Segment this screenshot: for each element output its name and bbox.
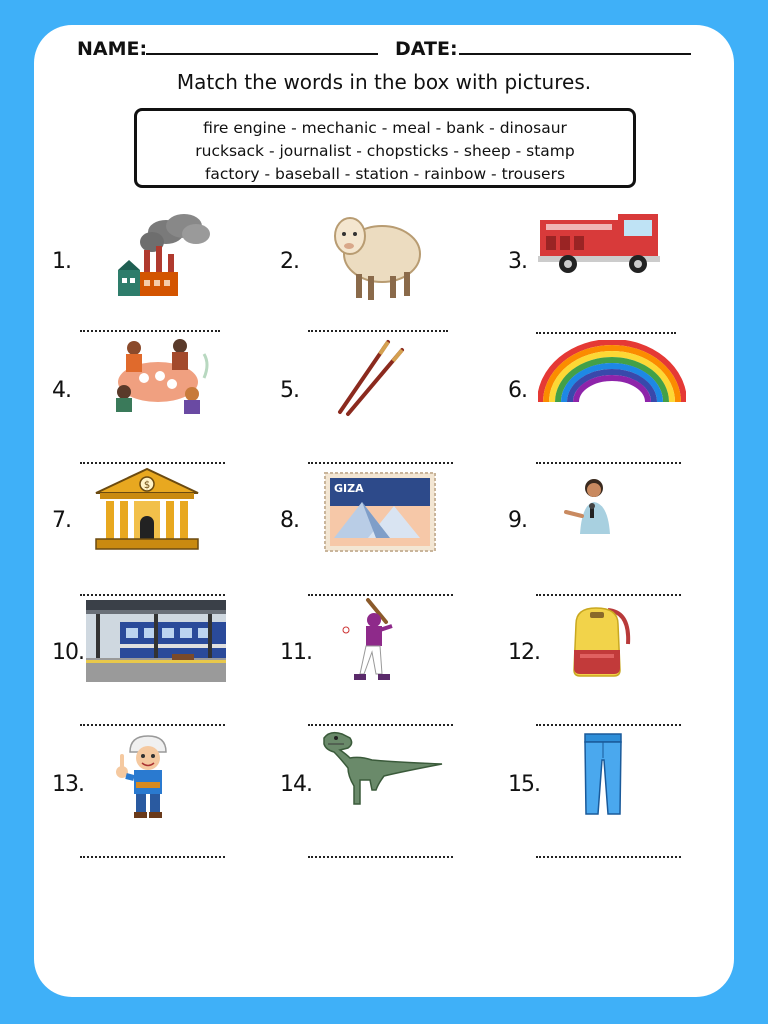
item-number-7: 7. xyxy=(52,508,71,533)
item-number-2: 2. xyxy=(280,249,299,274)
word-box-line-3: factory - baseball - station - rainbow - trousers xyxy=(204,165,566,183)
item-number-4: 4. xyxy=(52,378,71,403)
item-number-14: 14. xyxy=(280,772,312,797)
stamp-icon xyxy=(324,472,436,552)
item-number-5: 5. xyxy=(280,378,299,403)
answer-line-12[interactable] xyxy=(536,724,681,726)
item-number-10: 10. xyxy=(52,640,84,665)
item-number-12: 12. xyxy=(508,640,540,665)
instruction-text: Match the words in the box with pictures. xyxy=(176,70,592,94)
baseball-icon xyxy=(338,596,408,692)
fire-engine-icon xyxy=(538,210,662,274)
chopsticks-icon xyxy=(334,338,410,418)
item-number-3: 3. xyxy=(508,249,527,274)
item-number-13: 13. xyxy=(52,772,84,797)
item-number-1: 1. xyxy=(52,249,71,274)
item-number-11: 11. xyxy=(280,640,312,665)
name-field[interactable] xyxy=(146,53,378,55)
answer-line-2[interactable] xyxy=(308,330,448,332)
factory-icon xyxy=(114,210,214,298)
name-label: NAME: xyxy=(77,38,148,60)
station-icon xyxy=(86,600,226,682)
item-number-9: 9. xyxy=(508,508,527,533)
answer-line-6[interactable] xyxy=(536,462,681,464)
rucksack-icon xyxy=(568,604,634,678)
word-box xyxy=(134,108,636,188)
svg-text:$: $ xyxy=(143,480,151,491)
answer-line-1[interactable] xyxy=(80,330,220,332)
date-field[interactable] xyxy=(459,53,691,55)
stamp-label: GIZA xyxy=(334,482,364,495)
trousers-icon xyxy=(582,732,624,816)
answer-line-5[interactable] xyxy=(308,462,453,464)
item-number-15: 15. xyxy=(508,772,540,797)
dinosaur-icon xyxy=(320,728,444,808)
meal-icon xyxy=(100,334,216,424)
answer-line-10[interactable] xyxy=(80,724,225,726)
answer-line-9[interactable] xyxy=(536,594,681,596)
answer-line-7[interactable] xyxy=(80,594,225,596)
journalist-icon xyxy=(562,476,614,536)
date-label: DATE: xyxy=(395,38,458,60)
sheep-icon xyxy=(330,208,422,302)
answer-line-4[interactable] xyxy=(80,462,225,464)
bank-icon xyxy=(94,467,200,551)
item-number-6: 6. xyxy=(508,378,527,403)
answer-line-13[interactable] xyxy=(80,856,225,858)
word-box-line-2: rucksack - journalist - chopsticks - sheep - stamp xyxy=(195,142,575,160)
mechanic-icon xyxy=(112,732,176,820)
item-number-8: 8. xyxy=(280,508,299,533)
answer-line-11[interactable] xyxy=(308,724,453,726)
answer-line-15[interactable] xyxy=(536,856,681,858)
answer-line-3[interactable] xyxy=(536,332,676,334)
word-box-line-1: fire engine - mechanic - meal - bank - dinosaur xyxy=(203,119,567,137)
rainbow-icon xyxy=(538,340,686,404)
answer-line-14[interactable] xyxy=(308,856,453,858)
